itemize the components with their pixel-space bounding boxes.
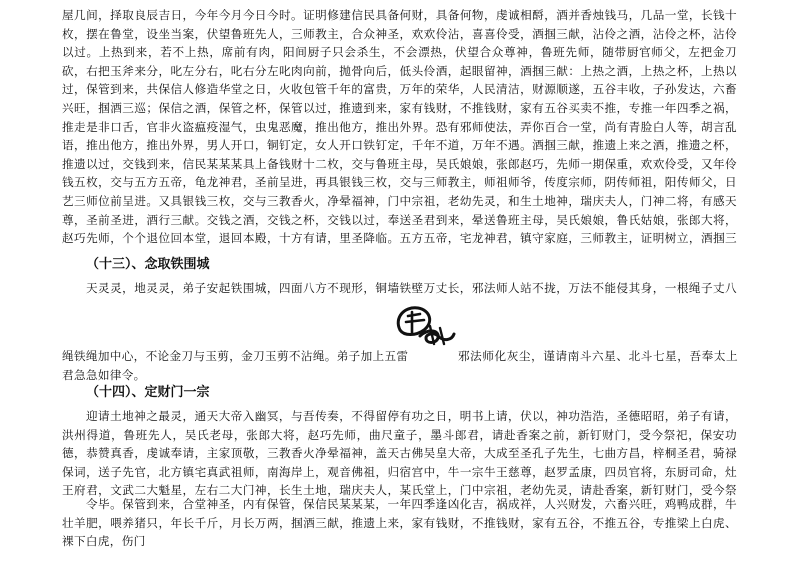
incantation-line-2-right: 邪法师化灰尘，谨请南斗六星、北斗七星，吾奉太上 bbox=[458, 349, 738, 363]
section14-paragraph-1: 迎请土地神之最灵，通天大帝入幽冥，与吾传奏，不得留停有功之日，明书上请，伏以，神功浩浩，圣德昭昭，弟子有请，洪州得道，鲁班先人，吴氏老母，张郎大将，赵巧先师，曲尺童子，墨斗郎君，请赴香案之前，新钉财门，受今祭祀，保安功德，恭赞真香，虔诚奉请，主家顶敬，三教香火净晕福神，盖天古佛吴皇大帝，大成至圣孔子先生，七曲方昌，梓桐圣君，骑禄保词，送子先官，北方镇宅真武祖师，南海岸上，观音佛祖，归宿宫中，牛一宗牛王慈尊，赵罗孟康，四员官将，东厨司命，灶王府君，文武二大魁星，左右二大门神，长生土地，瑞庆夫人，某氏堂上，门中宗祖，老幼先灵，请赴香案，新钉财门，受今祭 bbox=[62, 409, 737, 498]
talisman-symbol bbox=[390, 300, 458, 350]
body-paragraph: 屋几间，择取良辰吉日，今年今月今日今时。证明修建信民具备何财，具备何物，虔诚相酹，酒并香烛钱马，几品一堂，长钱十枚，摆在鲁堂，设坐当案，伏望鲁班先人，三师教主，合众神圣，欢欢伶沾，喜喜伶受，酒掴三献，沾伶之酒，沾伶之杯，沾伶以过。上热到来，若不上热，席前有肉，阳间厨子只会杀生，不会漂热，伏望合众尊神，鲁班先师，随带厨官师父，左把金刀砍，右把玉斧来分，叱左分右，叱右分左叱肉向前，抛骨向后，低头伶酒，起眼留神，酒掴三献：上热之酒，上热之杯，上热以过，保管到来，共保信人修造华堂之日，火收包管千年的富贵，万年的荣华，人民清洁，财源顺遂，五谷丰收，子孙发达，六畜兴旺，掴酒三巡；保信之酒，保管之杯，保管以过，推遗到来，家有钱财，不推钱财，家有五谷买卖不推，专推一年四季之祸，推走是非口舌，官非火盗瘟疫湿气，虫鬼恶魔，推出他方，推出外界。恐有邪师使法，弄你百合一堂，尚有青脸白人等，胡言乱语，推出他方，推出外界，男人开口，铜钉定，女人开口铁钉定，千年不道，万年不遇。酒掴三献，推遗上来之酒，推遗之杯，推遗以过，交钱到来，信民某某某具上备钱财十二枚，交与鲁班主母，吴氏娘娘，张郎赵巧，先师一期保重，欢欢伶受，又年伶钱五枚，交与五方五帝，龟龙神君，圣前呈进，再具银钱三枚，交与三师教主，师祖师爷，传度宗师，阴传师祖，阳传师父，日艺三师位前呈进。又具银钱三枚，交与三教香火，净晕福神，门中宗祖，老幼先灵，和生土地神，瑞庆夫人，门神二将，有感天尊，圣前圣进，酒行三献。交钱之酒，交钱之杯，交钱以过，奉送圣君到来，晕送鲁班主母，吴氏娘娘，鲁氏姑娘，张郎大将，赵巧先师，个个退位回本堂，退回本殿，十方有请，里圣降临。五方五帝，宅龙神君，镇守家庭，三师教主，证明树立，酒掴三 bbox=[62, 8, 737, 246]
section-heading-14: （十四）、定财门一宗 bbox=[86, 385, 210, 400]
incantation-line-1: 天灵灵，地灵灵，弟子安起铁围城，四面八方不现形，铜墙铁壁万丈长，邪法师人站不拢，万法不能侵其身，一根绳子丈八 bbox=[86, 281, 737, 295]
incantation-line-3: 君急急如律令。 bbox=[62, 368, 146, 382]
section-heading-13: （十三）、念取铁围城 bbox=[86, 257, 210, 272]
incantation-line-2-left: 绳铁绳加中心，不论金刀与玉剪，金刀玉剪不沾绳。弟子加上五雷 bbox=[62, 349, 409, 363]
section14-paragraph-2: 令毕。保管到来，合堂神圣，内有保管，保信民某某某，一年四季逢凶化吉，祸成祥，人兴财发，六畜兴旺，鸡鸭成群，牛壮羊肥，喂养猪只，年长千斤，月长万两，掴酒三献，推遗上来，家有钱财，不推钱财，家有五谷，不推五谷，专推梁上白虎、裸下白虎，伤门 bbox=[62, 497, 737, 549]
